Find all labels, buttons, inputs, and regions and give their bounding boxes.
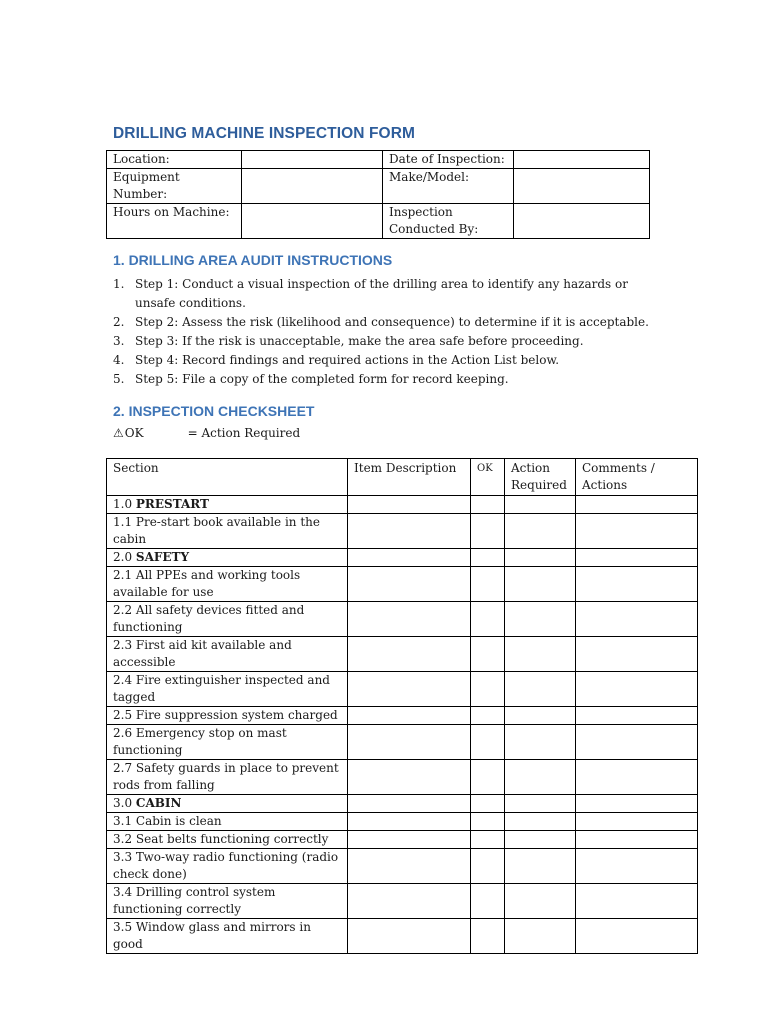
check-item-text: 3.2 Seat belts functioning correctly <box>113 832 329 846</box>
comments-cell[interactable] <box>576 672 698 707</box>
section-cell <box>107 849 348 884</box>
check-item-text: 2.6 Emergency stop on mast functioning <box>113 726 287 757</box>
item-description-cell[interactable] <box>348 725 471 760</box>
action-required-cell[interactable] <box>505 514 576 549</box>
info-label: Inspection Conducted By: <box>383 204 514 239</box>
step-text: Step 2: Assess the risk (likelihood and consequence) to determine if it is acceptable. <box>135 315 649 329</box>
check-item-text: 2.7 Safety guards in place to prevent rods from falling <box>113 761 339 792</box>
check-item-text: 2.4 Fire extinguisher inspected and tagged <box>113 673 330 704</box>
comments-cell[interactable] <box>576 514 698 549</box>
section-cell <box>107 496 348 514</box>
action-required-cell[interactable] <box>505 795 576 813</box>
item-description-cell[interactable] <box>348 884 471 919</box>
section-cell <box>107 813 348 831</box>
comments-cell[interactable] <box>576 849 698 884</box>
action-required-cell[interactable] <box>505 496 576 514</box>
check-item-text: 3.3 Two-way radio functioning (radio check done) <box>113 850 339 881</box>
legend-action: = Action Required <box>187 426 301 440</box>
ok-cell[interactable] <box>471 919 505 954</box>
info-label: Make/Model: <box>383 169 514 204</box>
ok-cell[interactable] <box>471 849 505 884</box>
section-cell <box>107 672 348 707</box>
step-number: 4. <box>113 353 125 367</box>
info-value-field[interactable] <box>514 204 650 239</box>
instruction-step <box>113 332 658 351</box>
info-value-field[interactable] <box>242 204 383 239</box>
comments-cell[interactable] <box>576 795 698 813</box>
ok-cell[interactable] <box>471 831 505 849</box>
step-number: 2. <box>113 315 125 329</box>
item-description-cell[interactable] <box>348 831 471 849</box>
ok-cell[interactable] <box>471 514 505 549</box>
info-value-field[interactable] <box>242 169 383 204</box>
item-description-cell[interactable] <box>348 637 471 672</box>
header-action-required: Action Required <box>505 459 576 496</box>
section-cell <box>107 884 348 919</box>
section-cell <box>107 549 348 567</box>
action-required-cell[interactable] <box>505 884 576 919</box>
info-row <box>107 169 650 204</box>
comments-cell[interactable] <box>576 637 698 672</box>
comments-cell[interactable] <box>576 919 698 954</box>
ok-cell[interactable] <box>471 707 505 725</box>
step-number: 3. <box>113 334 125 348</box>
section-heading: PRESTART <box>135 497 209 511</box>
checksheet-row <box>107 849 698 884</box>
ok-cell[interactable] <box>471 725 505 760</box>
info-value-field[interactable] <box>242 151 383 169</box>
action-required-cell[interactable] <box>505 707 576 725</box>
comments-cell[interactable] <box>576 549 698 567</box>
ok-cell[interactable] <box>471 496 505 514</box>
section-cell <box>107 637 348 672</box>
action-required-cell[interactable] <box>505 831 576 849</box>
ok-cell[interactable] <box>471 760 505 795</box>
section-cell <box>107 795 348 813</box>
info-label: Location: <box>107 151 242 169</box>
ok-cell[interactable] <box>471 884 505 919</box>
info-value-field[interactable] <box>514 169 650 204</box>
ok-cell[interactable] <box>471 602 505 637</box>
action-required-cell[interactable] <box>505 760 576 795</box>
item-description-cell[interactable] <box>348 496 471 514</box>
section-heading: SAFETY <box>135 550 190 564</box>
info-label: Equipment Number: <box>107 169 242 204</box>
comments-cell[interactable] <box>576 496 698 514</box>
section-number: 2.0 <box>113 550 136 564</box>
checksheet-row <box>107 672 698 707</box>
comments-cell[interactable] <box>576 813 698 831</box>
legend <box>113 426 300 440</box>
section-cell <box>107 514 348 549</box>
item-description-cell[interactable] <box>348 707 471 725</box>
item-description-cell[interactable] <box>348 849 471 884</box>
section-number: 3.0 <box>113 796 136 810</box>
checksheet-row <box>107 795 698 813</box>
section-cell <box>107 725 348 760</box>
checksheet-row <box>107 707 698 725</box>
step-text: Step 1: Conduct a visual inspection of the drilling area to identify any hazards or unsafe conditions. <box>135 277 628 310</box>
section-cell <box>107 567 348 602</box>
item-description-cell[interactable] <box>348 567 471 602</box>
section1-heading: 1. DRILLING AREA AUDIT INSTRUCTIONS <box>113 252 393 268</box>
step-text: Step 4: Record findings and required actions in the Action List below. <box>135 353 560 367</box>
checksheet-table <box>106 458 698 954</box>
comments-cell[interactable] <box>576 707 698 725</box>
comments-cell[interactable] <box>576 725 698 760</box>
comments-cell[interactable] <box>576 831 698 849</box>
header-ok: OK <box>471 459 505 496</box>
item-description-cell[interactable] <box>348 760 471 795</box>
instruction-step <box>113 370 658 389</box>
item-description-cell[interactable] <box>348 919 471 954</box>
check-item-text: 3.4 Drilling control system functioning correctly <box>113 885 276 916</box>
check-item-text: 2.3 First aid kit available and accessible <box>113 638 292 669</box>
info-row <box>107 151 650 169</box>
instruction-step <box>113 313 658 332</box>
comments-cell[interactable] <box>576 760 698 795</box>
header-comments: Comments / Actions <box>576 459 698 496</box>
item-description-cell[interactable] <box>348 514 471 549</box>
step-text: Step 3: If the risk is unacceptable, make the area safe before proceeding. <box>135 334 584 348</box>
checksheet-row <box>107 549 698 567</box>
checksheet-row <box>107 760 698 795</box>
header-item-description: Item Description <box>348 459 471 496</box>
info-row <box>107 204 650 239</box>
info-value-field[interactable] <box>514 151 650 169</box>
warning-triangle-icon: ⚠ <box>113 426 124 440</box>
item-description-cell[interactable] <box>348 549 471 567</box>
action-required-cell[interactable] <box>505 567 576 602</box>
check-item-text: 2.1 All PPEs and working tools available for use <box>113 568 301 599</box>
action-required-cell[interactable] <box>505 602 576 637</box>
action-required-cell[interactable] <box>505 813 576 831</box>
action-required-cell[interactable] <box>505 637 576 672</box>
comments-cell[interactable] <box>576 567 698 602</box>
info-table <box>106 150 650 239</box>
action-required-cell[interactable] <box>505 672 576 707</box>
checksheet-row <box>107 725 698 760</box>
form-title: DRILLING MACHINE INSPECTION FORM <box>113 125 415 142</box>
section-heading: CABIN <box>135 796 182 810</box>
item-description-cell[interactable] <box>348 795 471 813</box>
section-cell <box>107 602 348 637</box>
instruction-step <box>113 275 658 313</box>
ok-cell[interactable] <box>471 813 505 831</box>
action-required-cell[interactable] <box>505 849 576 884</box>
checksheet-row <box>107 919 698 954</box>
section2-heading: 2. INSPECTION CHECKSHEET <box>113 403 315 419</box>
section-cell <box>107 919 348 954</box>
section-cell <box>107 707 348 725</box>
ok-cell[interactable] <box>471 549 505 567</box>
action-required-cell[interactable] <box>505 725 576 760</box>
checksheet-header-row <box>107 459 698 496</box>
ok-cell[interactable] <box>471 672 505 707</box>
comments-cell[interactable] <box>576 884 698 919</box>
checksheet-row <box>107 496 698 514</box>
comments-cell[interactable] <box>576 602 698 637</box>
instruction-steps <box>113 275 658 389</box>
instruction-step <box>113 351 658 370</box>
ok-cell[interactable] <box>471 637 505 672</box>
checksheet-row <box>107 831 698 849</box>
check-item-text: 3.5 Window glass and mirrors in good <box>113 920 311 951</box>
item-description-cell[interactable] <box>348 672 471 707</box>
header-section: Section <box>107 459 348 496</box>
info-label: Hours on Machine: <box>107 204 242 239</box>
step-number: 1. <box>113 277 125 291</box>
checksheet-row <box>107 637 698 672</box>
check-item-text: 2.5 Fire suppression system charged <box>113 708 338 722</box>
checksheet-row <box>107 813 698 831</box>
checksheet-row <box>107 602 698 637</box>
item-description-cell[interactable] <box>348 602 471 637</box>
ok-cell[interactable] <box>471 567 505 602</box>
step-text: Step 5: File a copy of the completed form for record keeping. <box>135 372 509 386</box>
info-label: Date of Inspection: <box>383 151 514 169</box>
check-item-text: 3.1 Cabin is clean <box>113 814 222 828</box>
check-item-text: 1.1 Pre-start book available in the cabin <box>113 515 320 546</box>
check-item-text: 2.2 All safety devices fitted and functioning <box>113 603 305 634</box>
section-cell <box>107 760 348 795</box>
section-number: 1.0 <box>113 497 136 511</box>
legend-ok: OK <box>124 426 144 440</box>
item-description-cell[interactable] <box>348 813 471 831</box>
checksheet-row <box>107 884 698 919</box>
checksheet-row <box>107 567 698 602</box>
action-required-cell[interactable] <box>505 919 576 954</box>
step-number: 5. <box>113 372 125 386</box>
section-cell <box>107 831 348 849</box>
checksheet-row <box>107 514 698 549</box>
ok-cell[interactable] <box>471 795 505 813</box>
action-required-cell[interactable] <box>505 549 576 567</box>
